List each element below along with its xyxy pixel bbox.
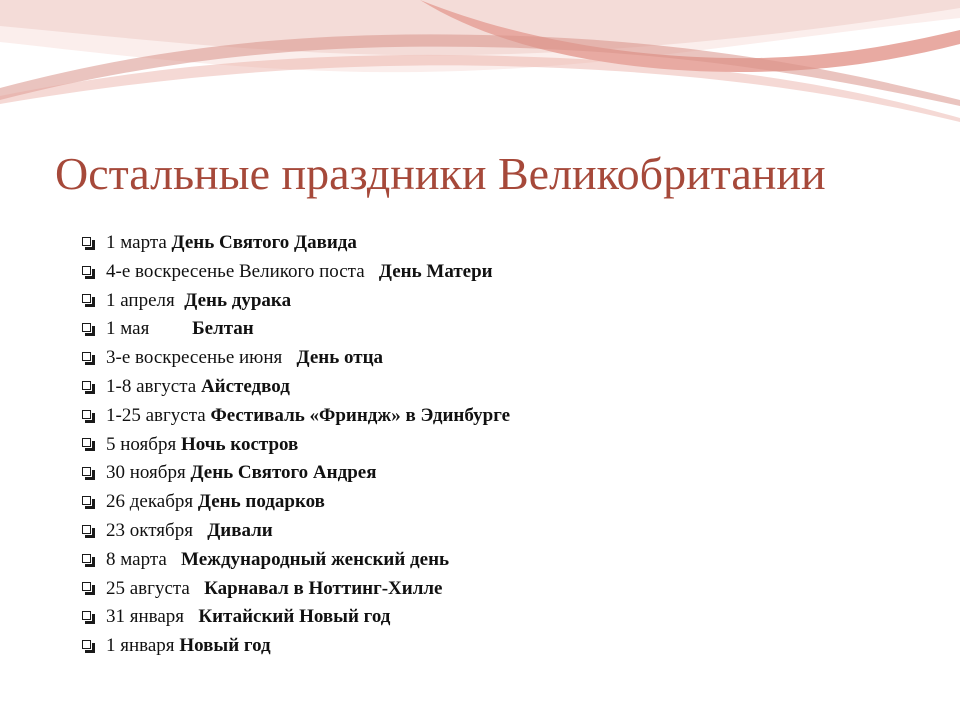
checkbox-bullet-icon	[82, 410, 95, 423]
list-item	[82, 431, 902, 460]
checkbox-bullet-icon	[82, 640, 95, 653]
checkbox-bullet-icon	[82, 294, 95, 307]
holiday-date: 1-25 августа	[106, 404, 206, 426]
list-item	[82, 575, 902, 604]
holiday-date: 8 марта	[106, 548, 167, 570]
holiday-date: 1 марта	[106, 232, 167, 253]
holiday-name: Ночь костров	[180, 433, 299, 455]
holiday-name: Новый год	[179, 635, 271, 657]
list-item	[82, 287, 902, 316]
holiday-name: День Святого Давида	[171, 232, 357, 253]
holiday-date: 25 августа	[106, 577, 190, 599]
list-item	[82, 603, 902, 632]
holiday-name: Айстедвод	[200, 375, 290, 397]
holiday-date: 26 декабря	[106, 491, 194, 513]
checkbox-bullet-icon	[82, 496, 95, 509]
holiday-date: 1 мая	[106, 318, 150, 340]
holiday-list	[82, 229, 902, 661]
holiday-date: 30 ноября	[106, 462, 186, 484]
checkbox-bullet-icon	[82, 467, 95, 480]
checkbox-bullet-icon	[82, 525, 95, 538]
checkbox-bullet-icon	[82, 381, 95, 394]
checkbox-bullet-icon	[82, 582, 95, 595]
holiday-name: День Матери	[378, 260, 493, 282]
list-item	[82, 258, 902, 287]
holiday-name: День отца	[296, 347, 384, 369]
list-item	[82, 632, 902, 661]
list-item	[82, 459, 902, 488]
holiday-name: День подарков	[197, 491, 325, 513]
holiday-name: Дивали	[207, 519, 273, 541]
list-item	[82, 373, 902, 402]
list-item	[82, 517, 902, 546]
holiday-name: Белтан	[192, 318, 254, 340]
holiday-date: 23 октября	[106, 519, 193, 541]
checkbox-bullet-icon	[82, 323, 95, 336]
checkbox-bullet-icon	[82, 611, 95, 624]
holiday-date: 4-е воскресенье Великого поста	[106, 260, 365, 282]
holiday-name: Фестиваль «Фриндж» в Эдинбурге	[210, 404, 511, 426]
holiday-name: День Святого Андрея	[190, 462, 377, 484]
list-item	[82, 546, 902, 575]
checkbox-bullet-icon	[82, 266, 95, 279]
holiday-name: Карнавал в Ноттинг-Хилле	[204, 577, 443, 599]
checkbox-bullet-icon	[82, 554, 95, 567]
holiday-name: Китайский Новый год	[198, 606, 391, 628]
list-item	[82, 229, 902, 258]
slide-title: Остальные праздники Великобритании	[55, 148, 826, 199]
list-item	[82, 344, 902, 373]
holiday-date: 1 января	[106, 635, 175, 657]
list-item	[82, 315, 902, 344]
list-item	[82, 402, 902, 431]
checkbox-bullet-icon	[82, 237, 95, 250]
holiday-name: День дурака	[184, 289, 292, 311]
holiday-name: Международный женский день	[181, 548, 450, 570]
holiday-date: 31 января	[106, 606, 185, 628]
checkbox-bullet-icon	[82, 438, 95, 451]
holiday-date: 3-е воскресенье июня	[106, 347, 283, 369]
holiday-date: 1-8 августа	[106, 375, 197, 397]
checkbox-bullet-icon	[82, 352, 95, 365]
holiday-date: 1 апреля	[106, 289, 175, 311]
holiday-date: 5 ноября	[106, 433, 177, 455]
list-item	[82, 488, 902, 517]
decorative-swoosh	[0, 0, 960, 140]
